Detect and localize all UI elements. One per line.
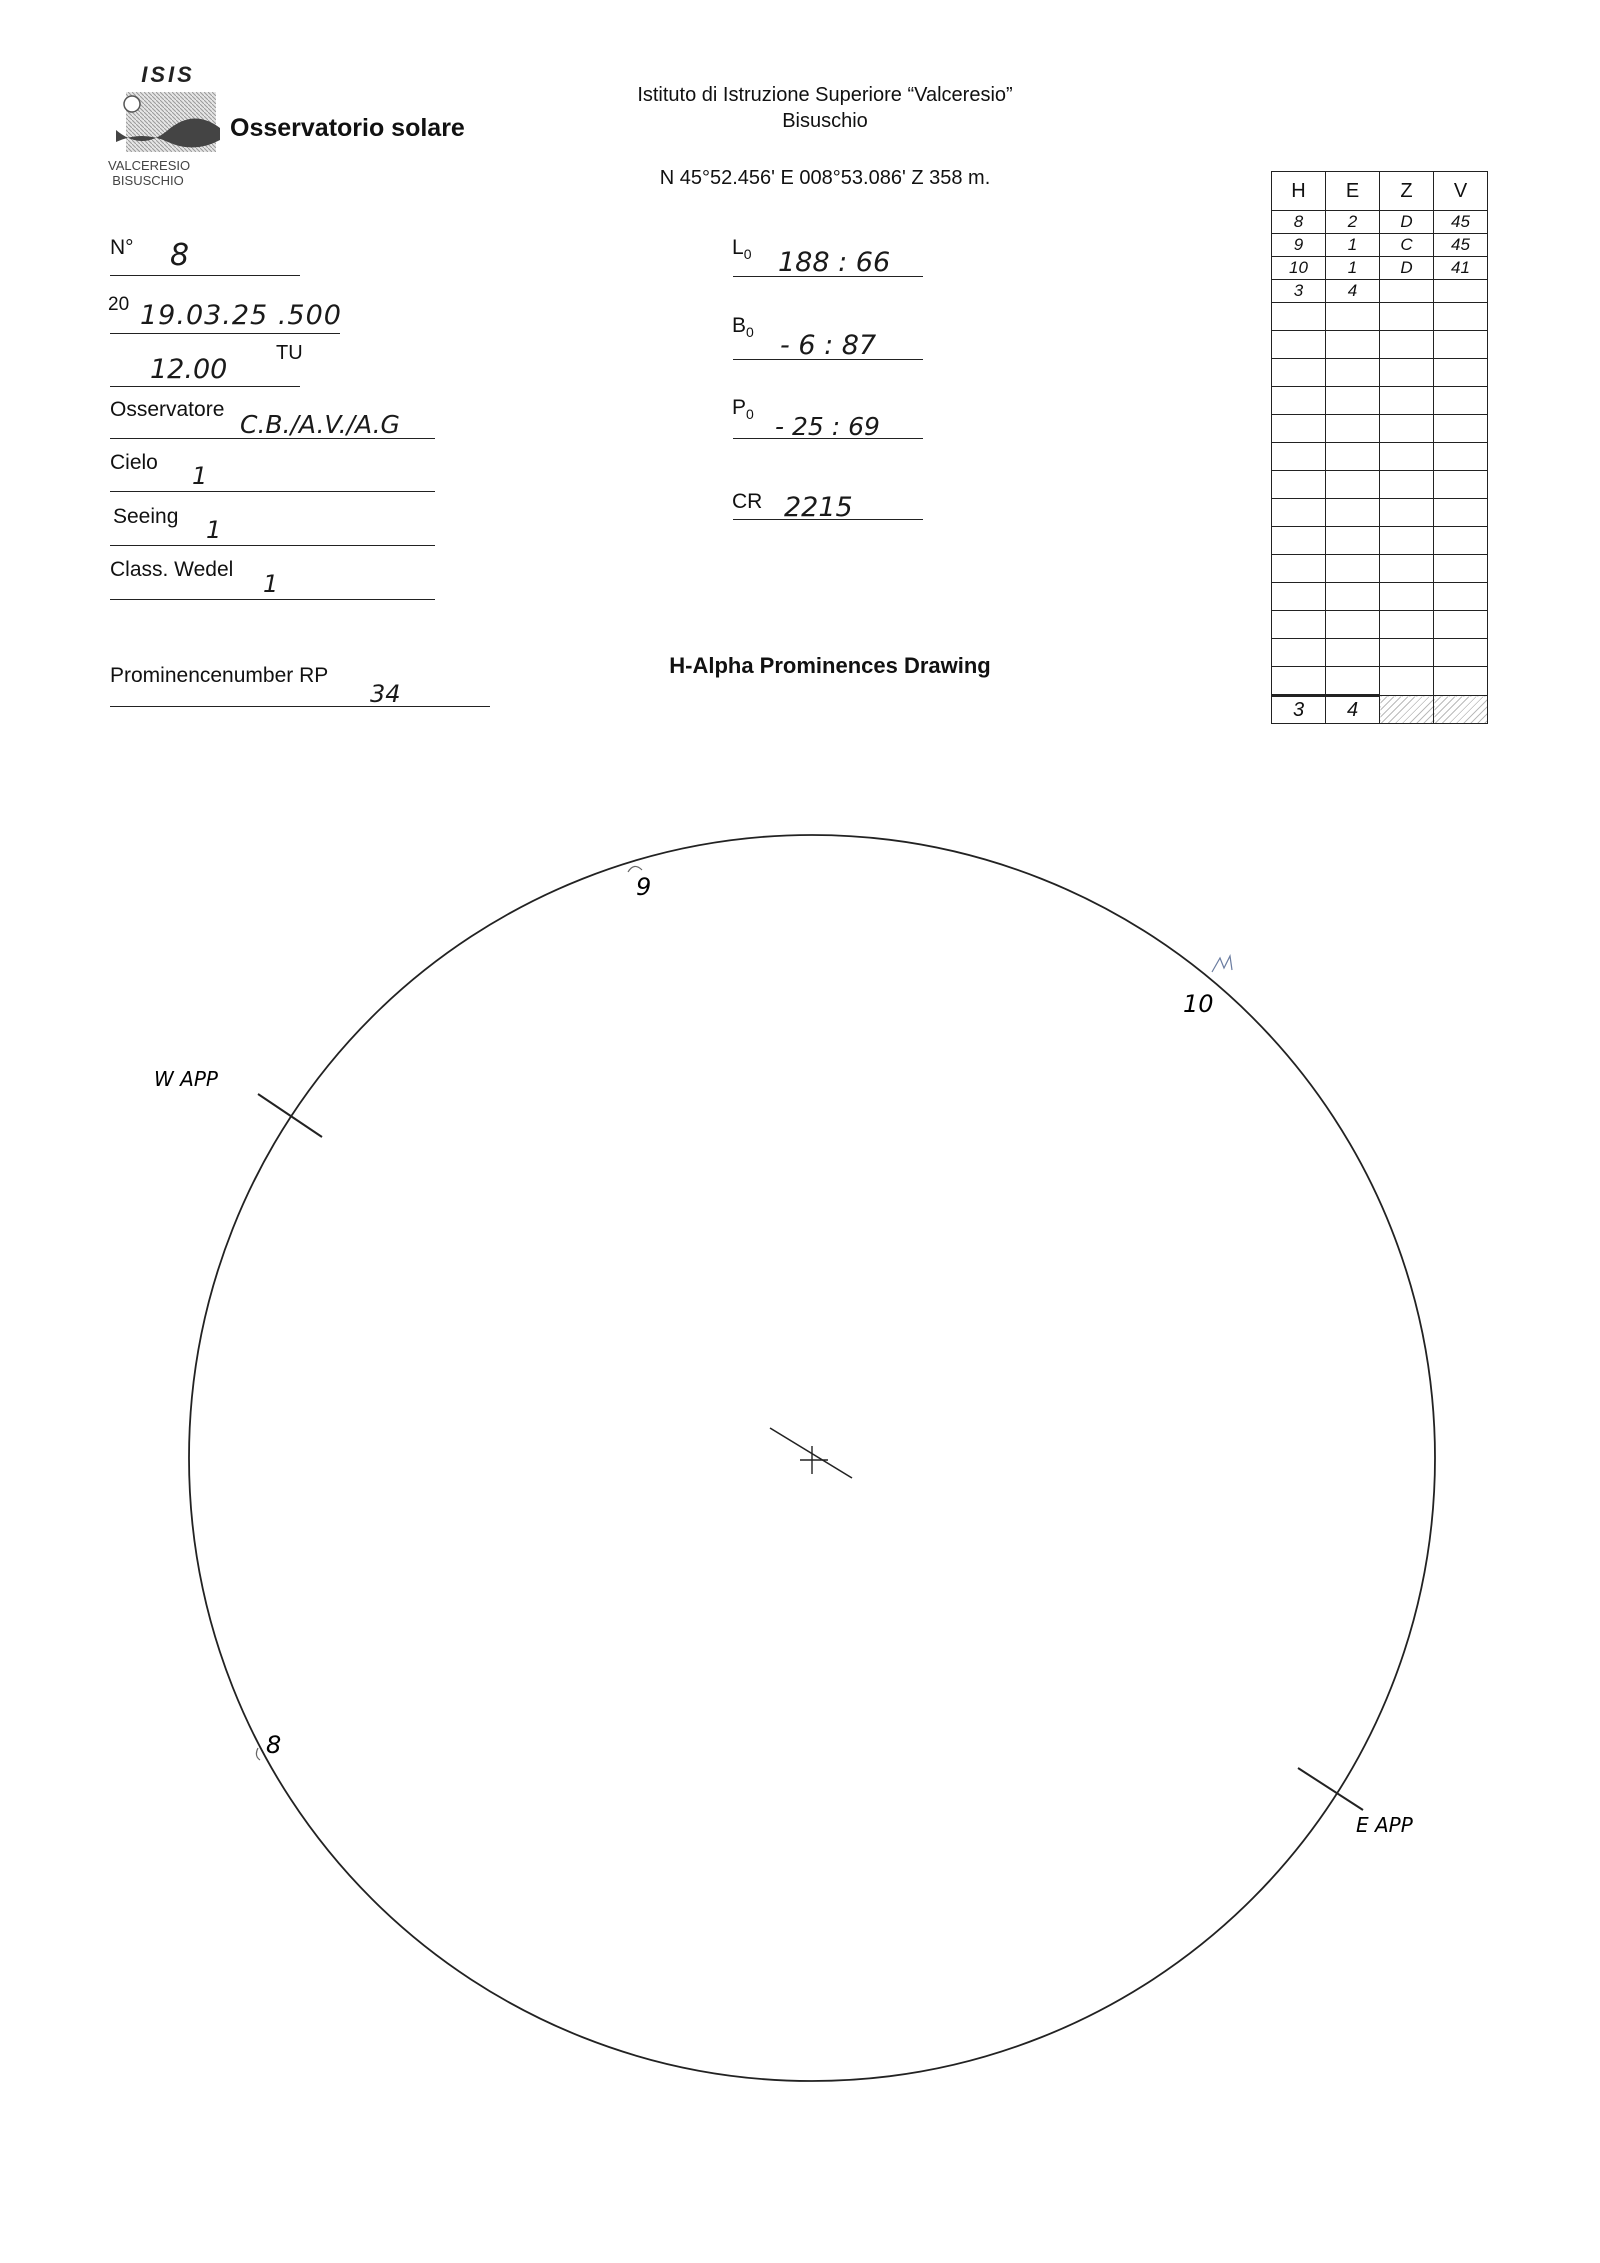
time-line <box>110 386 300 387</box>
table-cell <box>1434 527 1488 555</box>
number-label: N° <box>110 236 134 259</box>
table-empty-row <box>1272 387 1488 415</box>
cielo-label: Cielo <box>110 451 158 474</box>
wedel-label: Class. Wedel <box>110 558 234 581</box>
table-total-cell: 4 <box>1326 696 1380 724</box>
table-empty-row <box>1272 415 1488 443</box>
table-cell <box>1326 499 1380 527</box>
table-cell: C <box>1380 234 1434 257</box>
table-cell <box>1326 387 1380 415</box>
table-cell <box>1434 359 1488 387</box>
table-empty-row <box>1272 471 1488 499</box>
table-hatched-cell <box>1380 696 1434 724</box>
cr-value: 2215 <box>784 492 853 523</box>
table-cell <box>1326 527 1380 555</box>
table-cell <box>1272 527 1326 555</box>
table-row <box>1272 234 1488 257</box>
table-empty-row <box>1272 555 1488 583</box>
table-cell <box>1380 331 1434 359</box>
table-cell <box>1380 280 1434 303</box>
table-cell: 8 <box>1272 211 1326 234</box>
table-empty-row <box>1272 583 1488 611</box>
label-west-app: W APP <box>154 1067 218 1091</box>
table-cell <box>1326 331 1380 359</box>
cr-label: CR <box>732 490 763 513</box>
prominence-table <box>1271 171 1488 724</box>
table-cell <box>1326 583 1380 611</box>
l0-label: $L_0$ <box>732 236 752 263</box>
table-row <box>1272 211 1488 234</box>
number-value: 8 <box>170 238 190 273</box>
sun-limb <box>189 835 1435 2081</box>
school-name: VALCERESIO BISUSCHIO <box>108 158 191 188</box>
table-cell <box>1434 471 1488 499</box>
table-cell <box>1380 499 1434 527</box>
table-cell: D <box>1380 257 1434 280</box>
seeing-line <box>110 545 435 546</box>
table-cell <box>1380 639 1434 667</box>
date-line <box>110 333 340 334</box>
table-cell: 2 <box>1326 211 1380 234</box>
table-cell <box>1272 499 1326 527</box>
coordinates: N 45°52.456' E 008°53.086' Z 358 m. <box>659 167 991 189</box>
table-cell <box>1380 667 1434 696</box>
table-header-cell: Z <box>1380 172 1434 211</box>
table-empty-row <box>1272 527 1488 555</box>
table-cell <box>1272 331 1326 359</box>
table-cell: 1 <box>1326 257 1380 280</box>
p0-label: $P_0$ <box>732 396 754 423</box>
cr-line <box>733 519 923 520</box>
number-line <box>110 275 300 276</box>
drawing-title: H-Alpha Prominences Drawing <box>669 653 991 678</box>
table-cell <box>1434 667 1488 696</box>
table-cell <box>1434 499 1488 527</box>
table-empty-row <box>1272 331 1488 359</box>
label-8: 8 <box>266 1731 282 1759</box>
table-cell <box>1272 387 1326 415</box>
table-empty-row <box>1272 499 1488 527</box>
table-total-cell: 3 <box>1272 696 1326 724</box>
table-row <box>1272 257 1488 280</box>
wave-emblem-icon <box>116 92 220 156</box>
rp-value: 34 <box>370 680 401 708</box>
wedel-line <box>110 599 435 600</box>
logo <box>108 62 228 196</box>
table-cell <box>1326 443 1380 471</box>
table-cell: 4 <box>1326 280 1380 303</box>
table-cell: 1 <box>1326 234 1380 257</box>
table-header-cell: E <box>1326 172 1380 211</box>
table-cell <box>1272 667 1326 696</box>
table-cell <box>1434 639 1488 667</box>
table-cell <box>1272 611 1326 639</box>
institute-town: Bisuschio <box>782 110 868 132</box>
table-cell <box>1380 527 1434 555</box>
observer-line <box>110 438 435 439</box>
label-10: 10 <box>1183 990 1214 1018</box>
table-cell <box>1434 443 1488 471</box>
table-cell <box>1434 331 1488 359</box>
prominence-mark-8 <box>256 1748 260 1760</box>
table-cell <box>1272 471 1326 499</box>
label-9: 9 <box>636 873 652 901</box>
b0-line <box>733 359 923 360</box>
table-cell <box>1272 359 1326 387</box>
table-cell <box>1380 583 1434 611</box>
table-cell: D <box>1380 211 1434 234</box>
b0-value: - 6 : 87 <box>780 330 877 361</box>
table-header-cell: V <box>1434 172 1488 211</box>
rp-label: Prominencenumber RP <box>110 664 329 687</box>
table-cell <box>1380 303 1434 331</box>
l0-value: 188 : 66 <box>778 247 891 278</box>
table-cell <box>1272 583 1326 611</box>
table-cell <box>1326 639 1380 667</box>
table-row <box>1272 280 1488 303</box>
table-cell: 10 <box>1272 257 1326 280</box>
table-cell <box>1272 639 1326 667</box>
table-cell <box>1380 443 1434 471</box>
b0-label: $B_0$ <box>732 314 754 341</box>
observer-label: Osservatore <box>110 398 225 421</box>
table-cell: 45 <box>1434 211 1488 234</box>
observatory-title: Osservatorio solare <box>230 114 465 142</box>
table-cell <box>1434 387 1488 415</box>
institute-name: Istituto di Istruzione Superiore “Valceresio” <box>637 84 1013 106</box>
table-cell <box>1272 443 1326 471</box>
table-cell: 3 <box>1272 280 1326 303</box>
center-axis-mark <box>770 1428 852 1478</box>
table-cell <box>1326 555 1380 583</box>
table-cell <box>1326 471 1380 499</box>
table-cell <box>1380 611 1434 639</box>
tu-label: TU <box>276 342 303 364</box>
l0-line <box>733 276 923 277</box>
table-empty-row <box>1272 639 1488 667</box>
seeing-label: Seeing <box>113 505 179 528</box>
table-empty-row <box>1272 611 1488 639</box>
table-cell <box>1380 387 1434 415</box>
date-prefix: 20 <box>108 294 130 315</box>
isis-logo-text: ISIS <box>141 62 195 87</box>
seeing-value: 1 <box>206 516 222 544</box>
table-cell <box>1326 415 1380 443</box>
table-cell <box>1380 555 1434 583</box>
table-header-cell: H <box>1272 172 1326 211</box>
table-cell <box>1380 359 1434 387</box>
prominence-mark-10 <box>1212 956 1232 972</box>
table-hatched-cell <box>1434 696 1488 724</box>
table-cell <box>1434 415 1488 443</box>
wedel-value: 1 <box>263 570 279 598</box>
table-empty-row <box>1272 443 1488 471</box>
east-tick <box>1298 1768 1363 1810</box>
table-cell <box>1434 555 1488 583</box>
label-east-app: E APP <box>1356 1813 1413 1837</box>
table-totals-row <box>1272 696 1488 724</box>
table-cell <box>1434 583 1488 611</box>
table-cell: 45 <box>1434 234 1488 257</box>
table-empty-row <box>1272 667 1488 696</box>
west-tick <box>258 1094 322 1137</box>
prominence-mark-9 <box>628 866 642 872</box>
table-cell <box>1326 611 1380 639</box>
table-cell <box>1326 359 1380 387</box>
rp-line <box>110 706 490 707</box>
table-cell <box>1272 555 1326 583</box>
table-empty-row <box>1272 303 1488 331</box>
p0-line <box>733 438 923 439</box>
table-cell <box>1380 471 1434 499</box>
table-cell <box>1326 303 1380 331</box>
table-cell: 41 <box>1434 257 1488 280</box>
cielo-value: 1 <box>192 462 208 490</box>
p0-value: - 25 : 69 <box>775 412 880 441</box>
observer-value: C.B./A.V./A.G <box>240 410 400 439</box>
table-cell <box>1434 611 1488 639</box>
time-value: 12.00 <box>150 354 228 385</box>
cielo-line <box>110 491 435 492</box>
date-value: 19.03.25 .500 <box>140 300 342 331</box>
table-cell <box>1272 303 1326 331</box>
table-cell: 9 <box>1272 234 1326 257</box>
table-cell <box>1434 280 1488 303</box>
table-cell <box>1326 667 1380 696</box>
table-cell <box>1434 303 1488 331</box>
table-empty-row <box>1272 359 1488 387</box>
table-header-row <box>1272 172 1488 211</box>
table-cell <box>1272 415 1326 443</box>
table-cell <box>1380 415 1434 443</box>
